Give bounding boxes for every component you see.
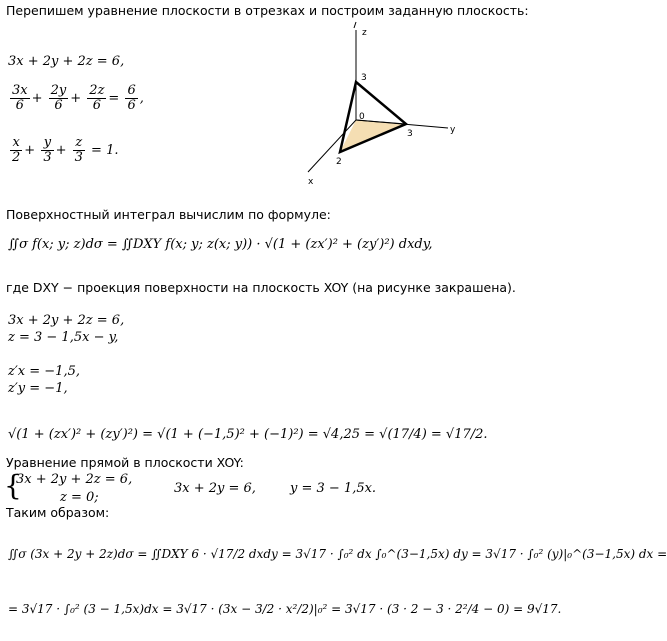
line-equation-2: y = 3 − 1,5x. (290, 481, 377, 496)
system-brace: { (4, 469, 22, 502)
tick-z: 3 (361, 73, 367, 83)
plane-equation-2: 3x + 2y + 2z = 6, (8, 313, 125, 328)
seg-y: y (41, 136, 53, 151)
equation-divided: $\frac{3x}{6}$ + $\frac{2y}{6}$ + $\frac{2z}{6}$ = $\frac{6}{6}$ , (12, 83, 144, 113)
line-equation-1: 3x + 2y = 6, (174, 481, 256, 496)
rhs-den: 6 (127, 98, 136, 113)
den-6b: 6 (54, 98, 63, 113)
derivative-zx: z′x = −1,5, (8, 364, 80, 379)
label-z: z (362, 28, 367, 38)
thus-text: Таким образом: (6, 505, 110, 520)
seg-y-den: 3 (43, 150, 52, 165)
final-line-1: ∬σ (3x + 2y + 2z)dσ = ∬DXY 6 · √17/2 dxdy = 3√17 · ∫₀² dx ∫₀^(3−1,5x) dy = 3√17 · ∫₀² (y)|₀^(3−1,5x) dx = (8, 547, 667, 561)
seg-z-den: 3 (74, 150, 83, 165)
final-line-2: = 3√17 · ∫₀² (3 − 1,5x)dx = 3√17 · (3x − 3/2 · x²/2)|₀² = 3√17 · (3 · 2 − 3 · 2²/4 − 0) = 9√17. (8, 602, 562, 616)
system-line-1: 3x + 2y + 2z = 6, (16, 472, 133, 487)
tick-y: 3 (407, 129, 413, 139)
tick-x: 2 (336, 157, 342, 167)
label-x: x (308, 177, 314, 187)
formula-intro: Поверхностный интеграл вычислим по формуле: (6, 207, 331, 222)
origin-label: 0 (359, 112, 365, 122)
system-line-2: z = 0; (60, 490, 99, 505)
frac-2z: 2z (89, 83, 105, 98)
rhs-num: 6 (127, 83, 136, 98)
seg-x: x (10, 136, 22, 151)
seg-rhs: = 1. (91, 143, 119, 158)
frac-3x: 3x (12, 83, 28, 98)
surface-integral-formula: ∬σ f(x; y; z)dσ = ∬DXY f(x; y; z(x; y)) · √(1 + (zx′)² + (zy′)²) dxdy, (8, 237, 433, 252)
frac-2y: 2y (50, 83, 67, 98)
projection-note: где DXY − проекция поверхности на плоскость XOY (на рисунке закрашена). (6, 280, 516, 295)
equation-segments: $\frac{x}{2}$ + $\frac{y}{3}$ + $\frac{z}{3}$ = 1. (12, 135, 119, 165)
label-y: y (450, 125, 456, 135)
seg-z: z (73, 136, 85, 151)
z-expression: z = 3 − 1,5x − y, (8, 330, 119, 345)
plane-figure (300, 20, 470, 190)
intro-text: Перепишем уравнение плоскости в отрезках и построим заданную плоскость: (6, 3, 529, 18)
sqrt-calculation: √(1 + (zx′)² + (zy′)²) = √(1 + (−1,5)² + (−1)²) = √4,25 = √(17/4) = √17/2. (8, 427, 488, 442)
plane-equation: 3x + 2y + 2z = 6, (8, 54, 125, 69)
derivative-zy: z′y = −1, (8, 381, 68, 396)
den-6a: 6 (15, 98, 24, 113)
comma: , (139, 91, 144, 106)
den-6c: 6 (92, 98, 101, 113)
line-intro: Уравнение прямой в плоскости XOY: (6, 455, 244, 470)
seg-x-den: 2 (12, 150, 21, 165)
